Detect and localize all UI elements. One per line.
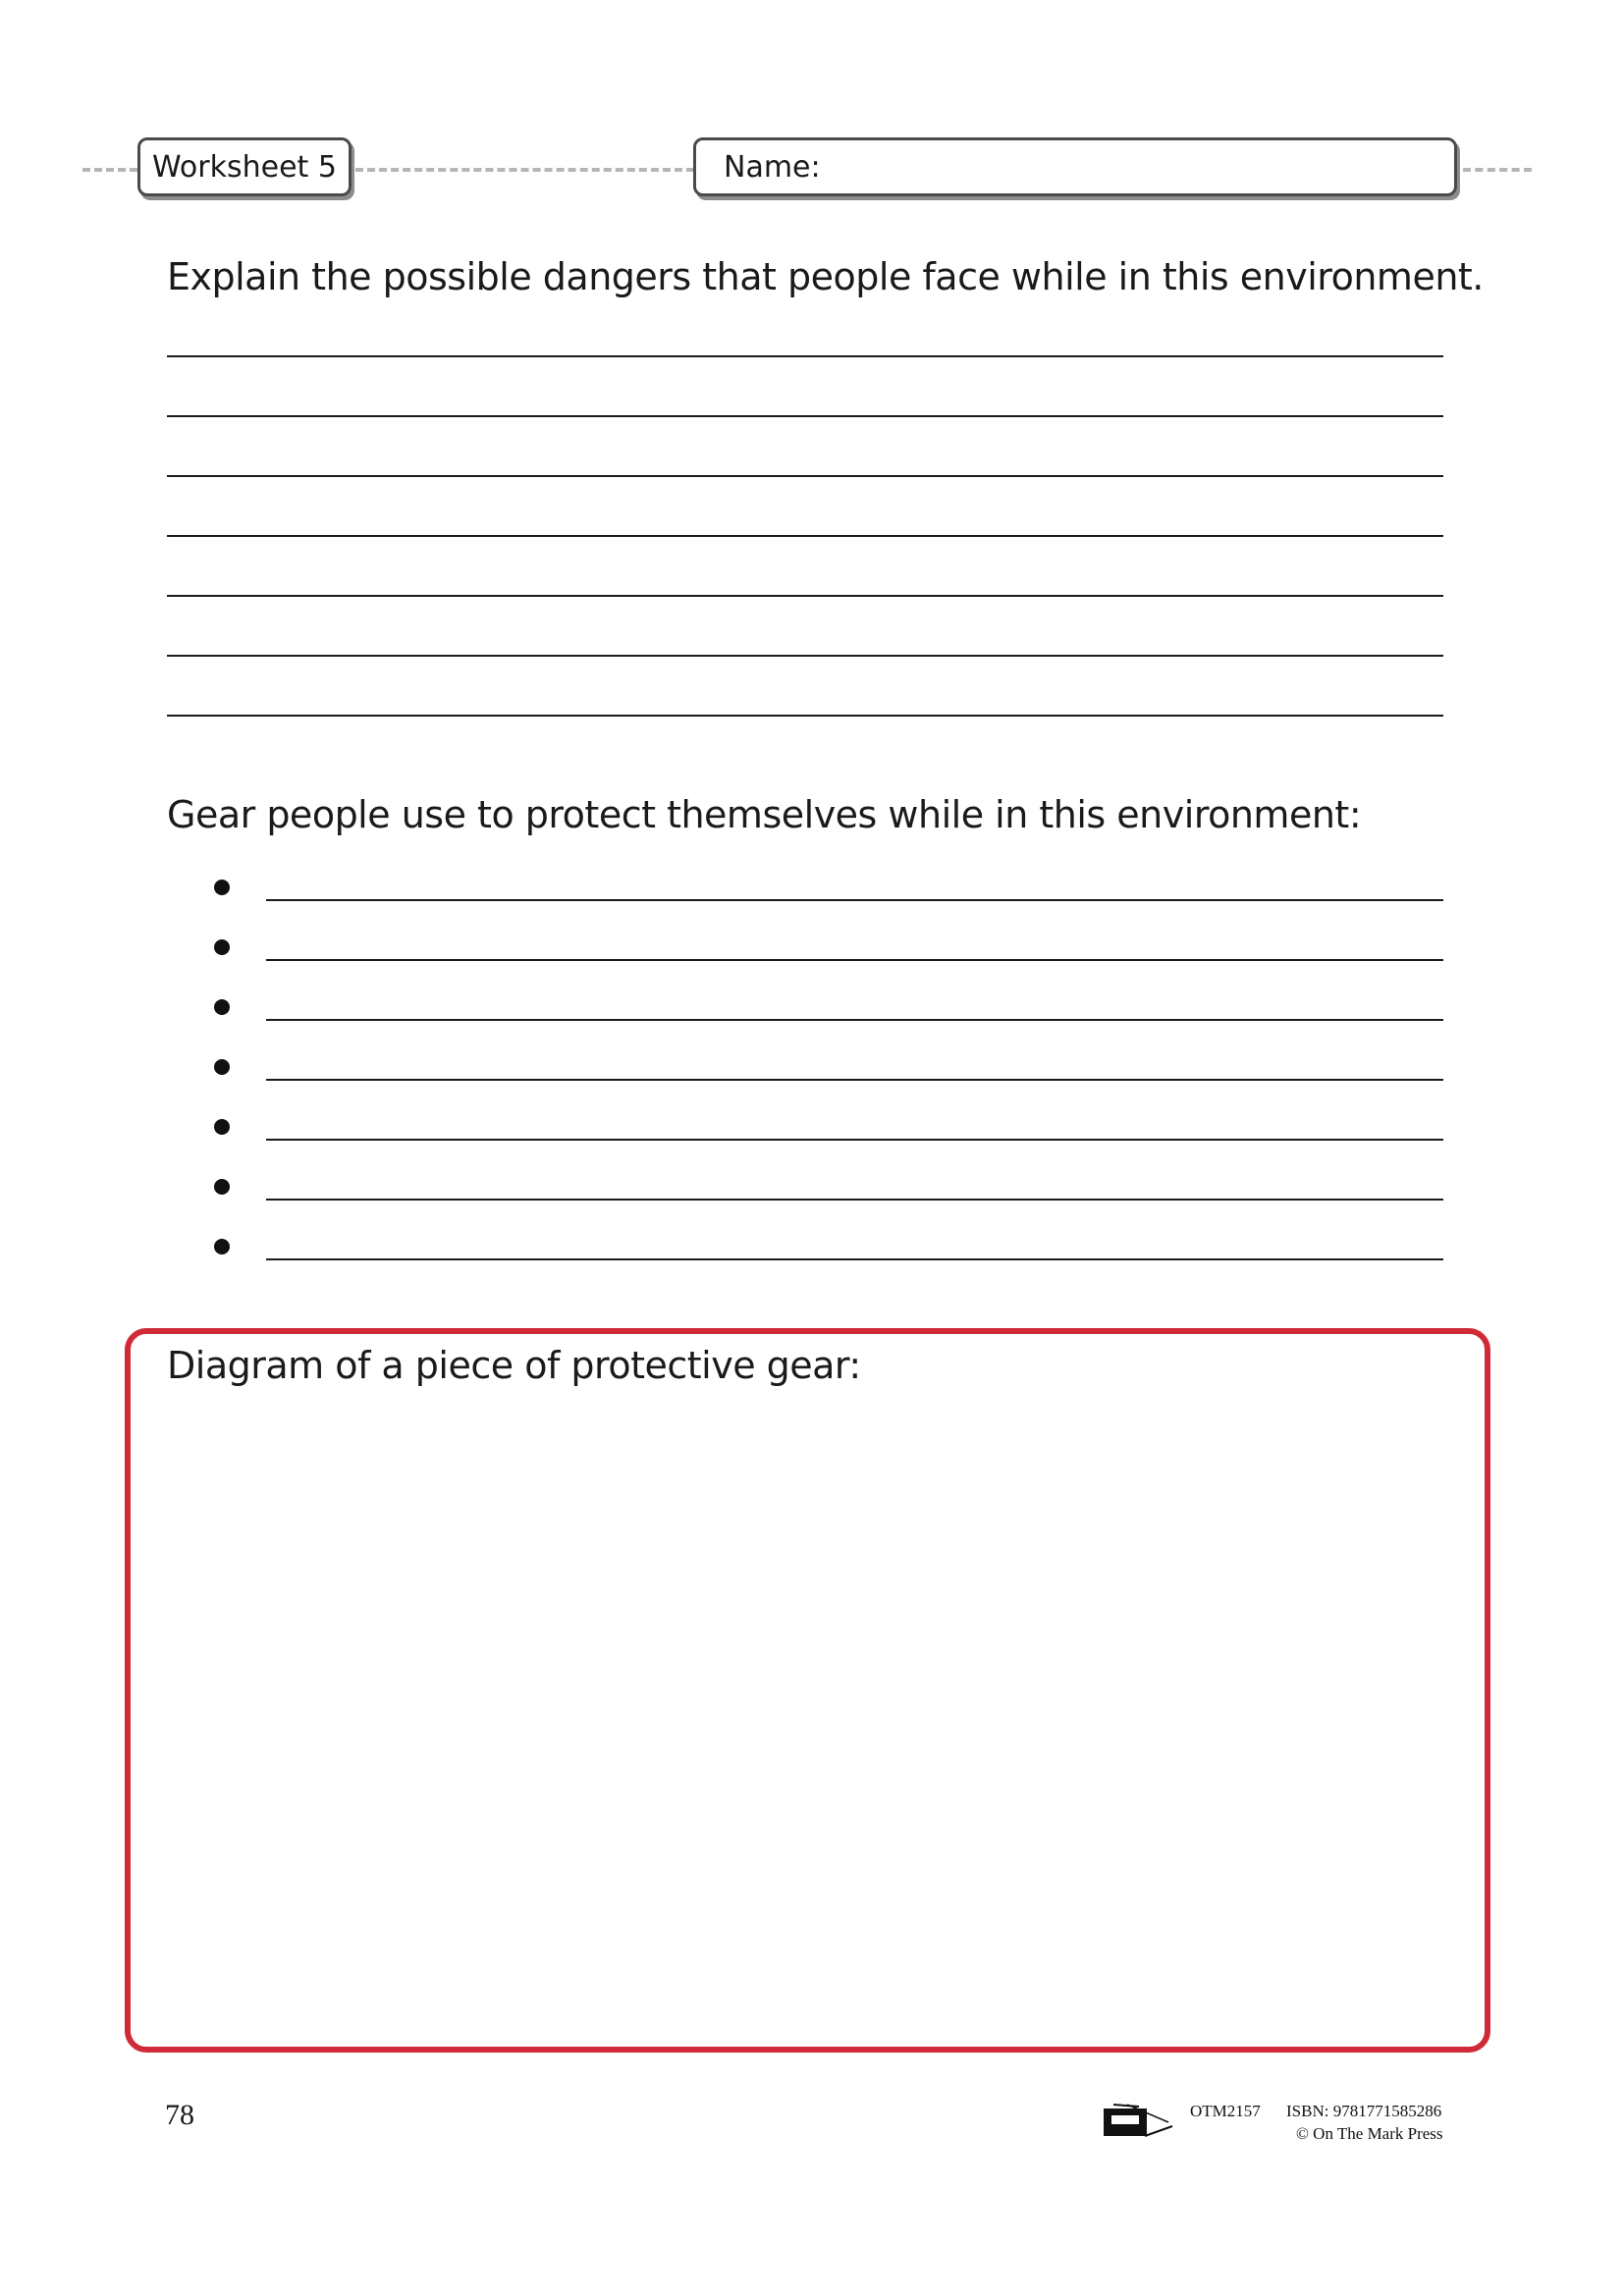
diagram-prompt: Diagram of a piece of protective gear: <box>167 1344 861 1387</box>
list-item[interactable] <box>214 939 1443 969</box>
answer-line[interactable] <box>266 1139 1443 1141</box>
product-code: OTM2157 <box>1190 2102 1261 2120</box>
on-the-mark-press-logo-icon <box>1100 2099 1178 2140</box>
name-field[interactable] <box>693 137 1457 196</box>
list-item[interactable] <box>214 1119 1443 1148</box>
bullet-icon <box>214 1119 230 1135</box>
header-dash-middle <box>355 168 694 172</box>
bullet-icon <box>214 999 230 1015</box>
list-item[interactable] <box>214 1059 1443 1089</box>
header-dash-right <box>1463 168 1532 172</box>
bullet-icon <box>214 1239 230 1255</box>
page-number: 78 <box>165 2099 194 2131</box>
answer-line[interactable] <box>167 595 1443 597</box>
answer-line[interactable] <box>266 899 1443 901</box>
answer-line[interactable] <box>167 655 1443 657</box>
answer-line[interactable] <box>167 355 1443 357</box>
dangers-prompt: Explain the possible dangers that people face while in this environment. <box>167 255 1484 298</box>
copyright-notice: © On The Mark Press <box>1296 2124 1443 2143</box>
answer-line[interactable] <box>167 415 1443 417</box>
diagram-drawing-box[interactable] <box>125 1328 1490 2053</box>
list-item[interactable] <box>214 880 1443 909</box>
gear-prompt: Gear people use to protect themselves while in this environment: <box>167 793 1362 836</box>
worksheet-label-tab <box>137 137 352 196</box>
answer-line[interactable] <box>266 1079 1443 1081</box>
isbn: ISBN: 9781771585286 <box>1286 2102 1442 2120</box>
bullet-icon <box>214 1179 230 1195</box>
bullet-icon <box>214 880 230 895</box>
bullet-icon <box>214 939 230 955</box>
answer-line[interactable] <box>167 535 1443 537</box>
list-item[interactable] <box>214 1239 1443 1268</box>
answer-line[interactable] <box>266 1199 1443 1201</box>
answer-line[interactable] <box>167 475 1443 477</box>
answer-line[interactable] <box>167 715 1443 717</box>
answer-line[interactable] <box>266 1258 1443 1260</box>
name-label: Name: <box>724 149 821 185</box>
worksheet-label: Worksheet 5 <box>152 149 337 185</box>
list-item[interactable] <box>214 999 1443 1029</box>
header-dash-left <box>82 168 137 172</box>
list-item[interactable] <box>214 1179 1443 1208</box>
answer-line[interactable] <box>266 959 1443 961</box>
bullet-icon <box>214 1059 230 1075</box>
answer-line[interactable] <box>266 1019 1443 1021</box>
